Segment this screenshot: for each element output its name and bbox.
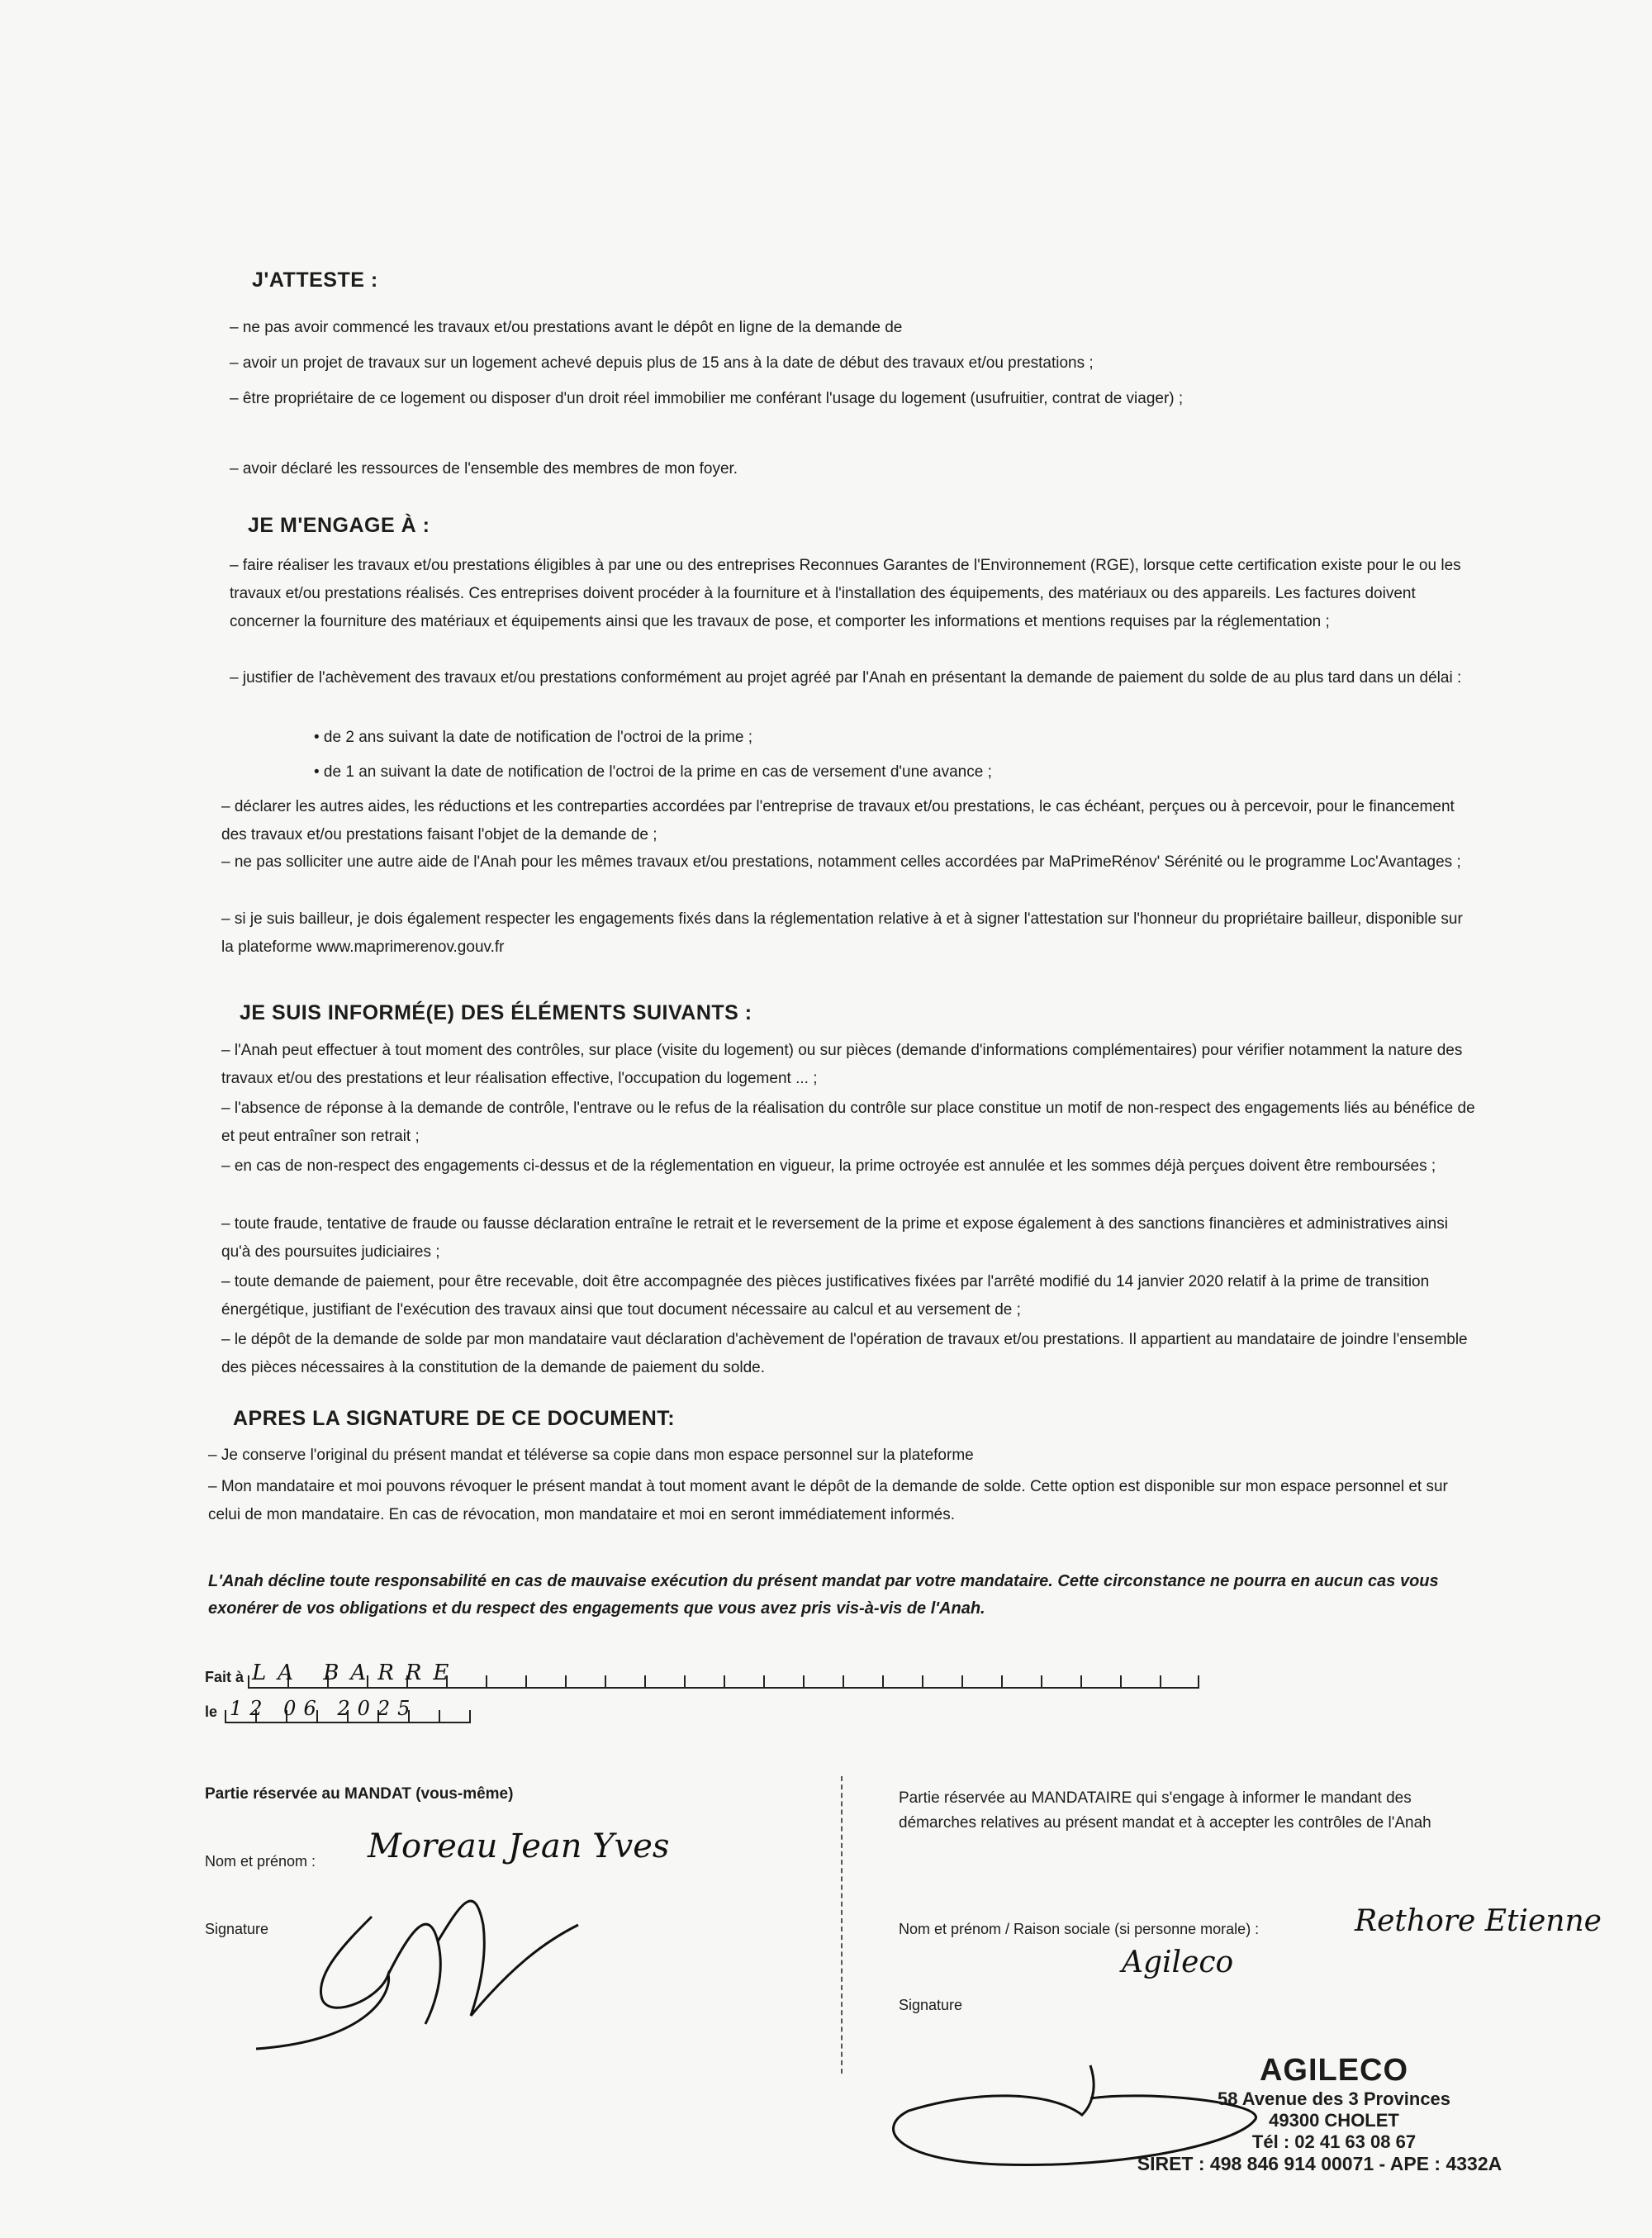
informed-item: – l'absence de réponse à la demande de contrôle, l'entrave ou le refus de la réalisation du contrôle sur place constitue un motif de non-respect des engagements liés au bénéfice de et peut entraîner son retrait ; (221, 1100, 1475, 1145)
signature-divider (841, 1776, 843, 2074)
company-stamp (1137, 2053, 1528, 2175)
after-item: – Mon mandataire et moi pouvons révoquer le présent mandat à tout moment avant le dépôt de la demande de solde. Cette option est disponible sur mon espace personnel et sur celui de mon mandataire. En cas de révocation, mon mandataire et moi en seront immédiatement informés. (208, 1478, 1448, 1523)
stamp-company: AGILECO (1259, 2053, 1409, 2088)
attest-item: – avoir un projet de travaux sur un logement achevé depuis plus de 15 ans à la date de début des travaux et/ou prestations ; (230, 354, 1094, 372)
engage-heading: JE M'ENGAGE À : (248, 514, 430, 537)
informed-item: – en cas de non-respect des engagements ci-dessus et de la réglementation en vigueur, la prime octroyée est annulée et les sommes déjà perçues doivent être remboursées ; (221, 1157, 1436, 1175)
disclaimer: L'Anah décline toute responsabilité en cas de mauvaise exécution du présent mandat par votre mandataire. Cette circonstance ne pourra en aucun cas vous exonérer de vos obligations et du respect des engagements que vous avez pris vis-à-vis de l'Anah. (208, 1572, 1439, 1618)
informed-heading: JE SUIS INFORMÉ(E) DES ÉLÉMENTS SUIVANTS : (240, 1001, 752, 1024)
informed-item: – toute demande de paiement, pour être recevable, doit être accompagnée des pièces justificatives fixées par l'arrêté modifié du 14 janvier 2020 relatif à la prime de transition énergétique, justifiant de l'exécution des travaux ainsi que tout document nécessaire au calcul et au versement de ; (221, 1273, 1430, 1319)
engage-item: – justifier de l'achèvement des travaux et/ou prestations conformément au projet agréé par l'Anah en présentant la demande de paiement du solde de au plus tard dans un délai : (230, 669, 1462, 687)
engage-bullet: • de 1 an suivant la date de notification de l'octroi de la prime en cas de versement d'une avance ; (314, 763, 992, 781)
engage-bullet: • de 2 ans suivant la date de notification de l'octroi de la prime ; (314, 729, 752, 746)
mandataire-name-value: Rethore Etienne (1355, 1904, 1602, 1938)
mandant-title: Partie réservée au MANDAT (vous-même) (205, 1785, 514, 1803)
informed-item: – le dépôt de la demande de solde par mon mandataire vaut déclaration d'achèvement de l'opération de travaux et/ou prestations. Il appartient au mandataire de joindre l'ensemble des pièces nécessaires à la constitution de la demande de paiement du solde. (221, 1331, 1468, 1376)
attest-heading: J'ATTESTE : (252, 268, 378, 292)
informed-item: – l'Anah peut effectuer à tout moment des contrôles, sur place (visite du logement) ou sur pièces (demande d'informations complémentaires) pour vérifier notamment la nature des travaux et/ou des prestations et leur réalisation effective, l'occupation du logement ... ; (221, 1042, 1463, 1087)
mandataire-signature-label: Signature (899, 1997, 963, 2013)
mandataire-name-label: Nom et prénom / Raison sociale (si personne morale) : (899, 1921, 1260, 1937)
engage-item: – si je suis bailleur, je dois également respecter les engagements fixés dans la réglementation relative à et à signer l'attestation sur l'honneur du propriétaire bailleur, disponible sur la plateforme www.maprimerenov.gouv.fr (221, 910, 1463, 956)
mandataire-company-value: Agileco (1122, 1946, 1234, 1979)
attest-item: – être propriétaire de ce logement ou disposer d'un droit réel immobilier me conférant l'usage du logement (usufruitier, contrat de viager) ; (230, 390, 1184, 407)
stamp-city: 49300 CHOLET (1269, 2110, 1399, 2131)
fait-label: Fait à (205, 1669, 244, 1685)
mandant-signature-mark (248, 1875, 595, 2074)
informed-item: – toute fraude, tentative de fraude ou fausse déclaration entraîne le retrait et le reversement de la prime et expose également à des sanctions financières et administratives ainsi qu'à des poursuites judiciaires ; (221, 1215, 1448, 1261)
mandant-name-value: Moreau Jean Yves (368, 1827, 670, 1865)
fait-value: LA BARRE (252, 1661, 461, 1685)
attest-item: – ne pas avoir commencé les travaux et/ou prestations avant le dépôt en ligne de la demande de (230, 319, 903, 336)
engage-item: – déclarer les autres aides, les réductions et les contreparties accordées par l'entreprise de travaux et/ou prestations, le cas échéant, perçues ou à percevoir, pour le financement des travaux et/ou prestations faisant l'objet de la demande de ; (221, 798, 1455, 843)
mandant-name-label: Nom et prénom : (205, 1853, 316, 1870)
engage-item: – ne pas solliciter une autre aide de l'Anah pour les mêmes travaux et/ou prestations, notamment celles accordées par MaPrimeRénov' Sérénité ou le programme Loc'Avantages ; (221, 853, 1461, 871)
date-value: 12 06 2025 (230, 1697, 418, 1720)
after-heading: APRES LA SIGNATURE DE CE DOCUMENT: (233, 1407, 676, 1430)
mandant-signature-label: Signature (205, 1921, 269, 1937)
stamp-address: 58 Avenue des 3 Provinces (1217, 2088, 1451, 2109)
engage-item: – faire réaliser les travaux et/ou prestations éligibles à par une ou des entreprises Reconnues Garantes de l'Environnement (RGE), lorsque cette certification existe pour le ou les travaux et/ou prestations réalisés. Ces entreprises doivent procéder à la fourniture et à l'installation des équipements, des matériaux ou des appareils. Les factures doivent concerner la fourniture des matériaux et équipements ainsi que les travaux de pose, et comporter les informations et mentions requises par la réglementation ; (230, 557, 1461, 630)
after-item: – Je conserve l'original du présent mandat et téléverse sa copie dans mon espace personnel sur la plateforme (208, 1447, 974, 1464)
mandataire-title: Partie réservée au MANDATAIRE qui s'engage à informer le mandant des démarches relatives au présent mandat et à accepter les contrôles de l'Anah (899, 1789, 1431, 1832)
le-label: le (205, 1703, 218, 1720)
attest-item: – avoir déclaré les ressources de l'ensemble des membres de mon foyer. (230, 460, 738, 478)
stamp-ids: SIRET : 498 846 914 00071 - APE : 4332A (1137, 2153, 1502, 2174)
stamp-phone: Tél : 02 41 63 08 67 (1251, 2131, 1417, 2152)
